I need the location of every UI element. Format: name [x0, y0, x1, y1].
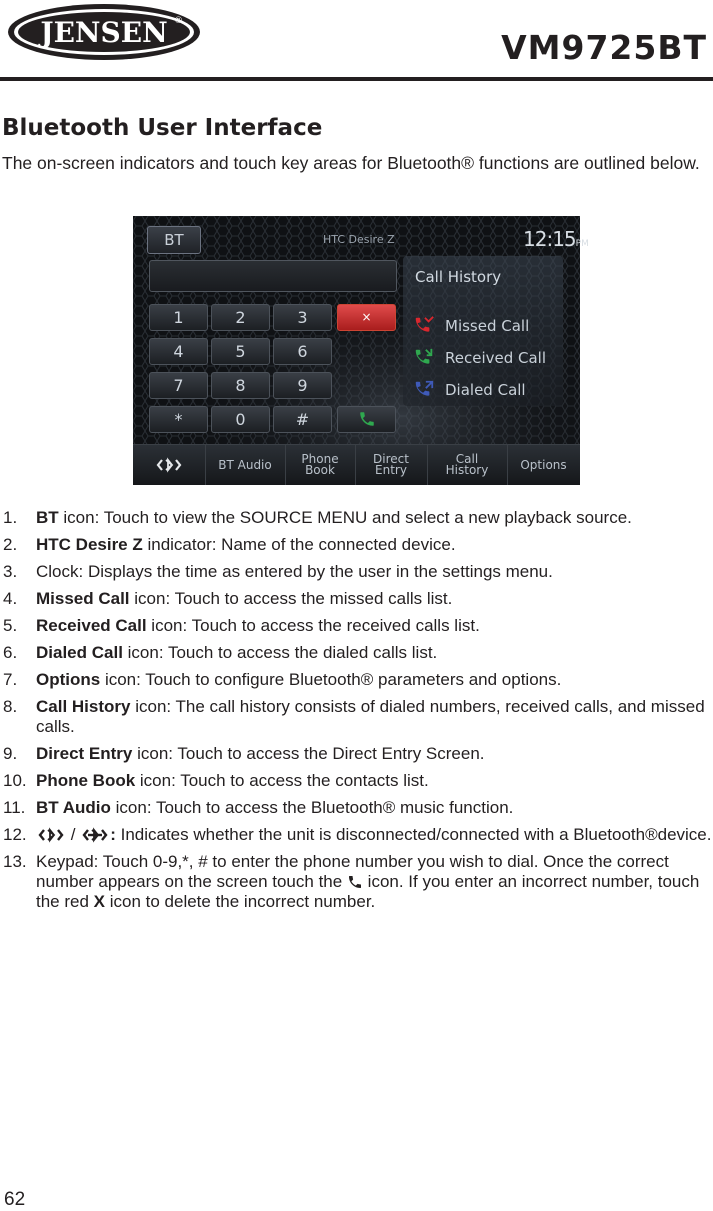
received-call-icon: [413, 347, 435, 369]
dialed-call-icon: [413, 379, 435, 401]
bottom-tab-bar: [133, 444, 580, 485]
list-item: 12. / : Indicates whether the unit is disconnected/connected with a Bluetooth®device.: [3, 825, 712, 844]
tab-direct-entry[interactable]: [355, 445, 428, 485]
tab-bt-audio[interactable]: BT Audio: [205, 445, 286, 485]
tab-call-history[interactable]: [427, 445, 508, 485]
tab-options[interactable]: Options: [520, 457, 567, 472]
key-0[interactable]: 0: [211, 406, 270, 433]
bluetooth-disconnected-icon: [156, 457, 182, 473]
phone-icon: [358, 410, 376, 428]
tab-direct-entry-line1: Direct: [373, 452, 409, 466]
delete-key[interactable]: ×: [337, 304, 396, 331]
call-history-title: Call History: [415, 268, 502, 286]
bluetooth-connected-icon: [80, 827, 110, 843]
key-6[interactable]: 6: [273, 338, 332, 365]
list-item: 7. Options icon: Touch to configure Bluetooth® parameters and options.: [3, 670, 562, 689]
device-name-indicator: HTC Desire Z: [323, 233, 395, 246]
list-item: 4. Missed Call icon: Touch to access the missed calls list.: [3, 589, 453, 608]
list-item: 1. BT icon: Touch to view the SOURCE MENU and select a new playback source.: [3, 508, 632, 527]
key-3[interactable]: 3: [273, 304, 332, 331]
missed-call-button[interactable]: [413, 314, 529, 338]
description-list: [0, 508, 713, 919]
jensen-logo: [6, 2, 202, 62]
list-item: 11. BT Audio icon: Touch to access the Bluetooth® music function.: [3, 798, 514, 817]
list-item: 6. Dialed Call icon: Touch to access the dialed calls list.: [3, 643, 438, 662]
received-call-label: Received Call: [445, 349, 547, 367]
model-number: VM9725BT: [501, 28, 707, 67]
tab-call-history-line1: Call: [455, 452, 479, 466]
list-item: 5. Received Call icon: Touch to access the received calls list.: [3, 616, 480, 635]
key-8[interactable]: 8: [211, 372, 270, 399]
list-item: 10. Phone Book icon: Touch to access the contacts list.: [3, 771, 429, 790]
dialed-call-label: Dialed Call: [445, 381, 526, 399]
key-9[interactable]: 9: [273, 372, 332, 399]
key-5[interactable]: 5: [211, 338, 270, 365]
tab-phone-book[interactable]: [285, 445, 356, 485]
svg-text:®: ®: [174, 16, 183, 26]
key-7[interactable]: 7: [149, 372, 208, 399]
clock-time: 12:15: [523, 227, 576, 251]
key-star[interactable]: *: [149, 406, 208, 433]
key-hash[interactable]: #: [273, 406, 332, 433]
clock-ampm: PM: [575, 239, 589, 249]
bluetooth-screen-image: [133, 216, 589, 484]
call-key[interactable]: [337, 406, 396, 433]
dial-number-field[interactable]: [149, 260, 397, 292]
key-4[interactable]: 4: [149, 338, 208, 365]
page-number: 62: [4, 1189, 26, 1210]
list-item: 2. HTC Desire Z indicator: Name of the connected device.: [3, 535, 456, 554]
tab-phone-book-line2: Book: [305, 463, 335, 477]
received-call-button[interactable]: [413, 346, 546, 370]
missed-call-label: Missed Call: [445, 317, 530, 335]
phone-icon: [347, 874, 363, 890]
logo-text: JENSEN: [40, 16, 168, 49]
list-item: 13. Keypad: Touch 0-9,*, # to enter the phone number you wish to dial. Once the correct number appears on the screen touch the icon. If you enter an incorrect number, touch the red X icon to delete the incorrect number.: [3, 852, 700, 911]
key-2[interactable]: 2: [211, 304, 270, 331]
bluetooth-disconnected-icon: [36, 827, 66, 843]
list-item: 9. Direct Entry icon: Touch to access the Direct Entry Screen.: [3, 744, 485, 763]
tab-phone-book-line1: Phone: [301, 452, 339, 466]
section-title: Bluetooth User Interface: [2, 115, 323, 141]
clock-display: [523, 227, 589, 251]
dialed-call-button[interactable]: [413, 378, 526, 402]
missed-call-icon: [413, 315, 435, 337]
bt-connection-status: [133, 445, 206, 485]
tab-call-history-line2: History: [445, 463, 489, 477]
bt-source-button[interactable]: BT: [147, 226, 201, 254]
list-item: 3. Clock: Displays the time as entered by the user in the settings menu.: [3, 562, 553, 581]
intro-paragraph: The on-screen indicators and touch key areas for Bluetooth® functions are outlined below.: [2, 153, 700, 173]
key-1[interactable]: 1: [149, 304, 208, 331]
header-divider: [0, 77, 713, 81]
list-item: 8. Call History icon: The call history consists of dialed numbers, received calls, and missed calls.: [3, 697, 705, 736]
call-history-panel: [403, 256, 563, 406]
tab-direct-entry-line2: Entry: [375, 463, 407, 477]
